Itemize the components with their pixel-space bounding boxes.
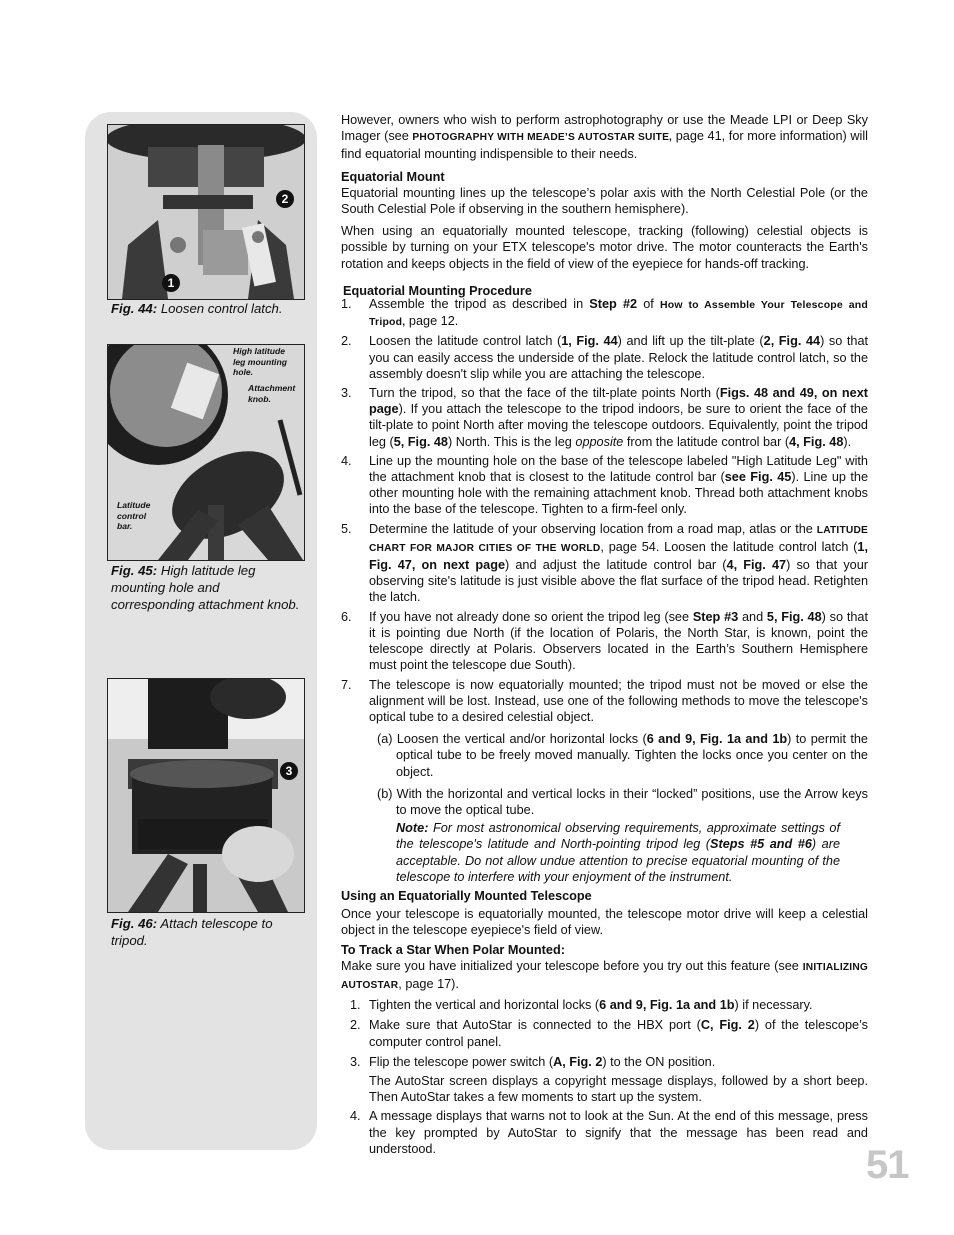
procedure-note: Note: For most astronomical observing requirements, approximate settings of the telescope's latitude and North-pointing tripod leg (Steps #5 and #6) are acceptable. Do not allow undue attention to precise equatorial mounting of the telescope to interfere with your enjoyment of the instrument.: [396, 821, 841, 884]
figure-45-label: Fig. 45:: [111, 563, 158, 578]
track-intro: Make sure you have initialized your telescope before you try out this feature (see INITIALIZING AUTOSTAR, page 17).: [341, 958, 868, 991]
using-paragraph: Once your telescope is equatorially mounted, the telescope motor drive will keep a celestial object in the telescope eyepiece's field of view.: [341, 907, 868, 938]
figure-44-text: Loosen control latch.: [160, 301, 283, 316]
track-step-3: 3. Flip the telescope power switch (A, Fig. 2) to the ON position.: [350, 1054, 716, 1069]
procedure-step-5: 5. Determine the latitude of your observing location from a road map, atlas or the LATITUDE CHART FOR MAJOR CITIES OF THE WORLD, page 54. Loosen the latitude control latch (1, Fig. 47, on next page) and adjust the latitude control bar (4, Fig. 47) so that your observing site's latitude is just visible above the flat surface of the tripod head. Retighten the latch.: [341, 521, 869, 605]
equatorial-mount-heading: Equatorial Mount: [341, 169, 445, 184]
procedure-step-7a: (a) Loosen the vertical and/or horizontal locks (6 and 9, Fig. 1a and 1b) to permit the optical tube to be freely moved manually. Tighten the locks once you center on the object.: [377, 732, 868, 779]
figure-44-photo: [107, 124, 305, 300]
track-step-1: 1. Tighten the vertical and horizontal locks (6 and 9, Fig. 1a and 1b) if necessary.: [350, 998, 813, 1013]
page-number: 51: [866, 1143, 909, 1187]
figure-44-caption: [111, 300, 301, 317]
figure-45-caption: [111, 562, 301, 613]
equatorial-mount-paragraph-2: When using an equatorially mounted telescope, tracking (following) celestial objects is possible by turning on your ETX telescope's motor drive. The motor counteracts the Earth's rotation and keeps objects in the field of view of the eyepiece for hands-off tracking.: [341, 224, 868, 271]
using-heading: Using an Equatorially Mounted Telescope: [341, 888, 592, 903]
procedure-step-1: 1. Assemble the tripod as described in Step #2 of How to Assemble Your Telescope and Tripod, page 12.: [341, 297, 868, 329]
callout-marker-1: 1: [162, 274, 180, 292]
procedure-step-6: 6. If you have not already done so orient the tripod leg (see Step #3 and 5, Fig. 48) so that it is pointing due North (if the location of Polaris, the North Star, is known, point the telescope directly at Polaris. Observers located in the Earth’s Southern Hemisphere must point the telescope due South).: [341, 609, 868, 673]
callout-high-latitude-hole: High latitude leg mounting hole.: [233, 346, 287, 377]
procedure-steps: [341, 296, 868, 885]
figure-44-label: Fig. 44:: [111, 301, 158, 316]
procedure-heading: Equatorial Mounting Procedure: [343, 283, 532, 298]
procedure-step-3: 3. Turn the tripod, so that the face of the tilt-plate points North (Figs. 48 and 49, on next page). If you attach the telescope to the tripod indoors, be sure to orient the face of the tilt-plate to point North after moving the telescope outdoors. Equivalently, point the tripod leg (5, Fig. 48) North. This is the leg opposite from the latitude control bar (4, Fig. 48).: [341, 386, 869, 449]
main-text-column: [341, 112, 868, 1157]
procedure-step-2: 2. Loosen the latitude control latch (1, Fig. 44) and lift up the tilt-plate (2, Fig. 44) so that you can easily access the underside of the plate. Relock the latitude control latch, so the assembly doesn't slip while you are attaching the telescope.: [341, 334, 869, 381]
callout-marker-2: 2: [276, 190, 294, 208]
track-step-3-detail: The AutoStar screen displays a copyright message displays, followed by a short beep. Then AutoStar takes a few moments to start up the system.: [369, 1073, 868, 1105]
procedure-step-7: 7. The telescope is now equatorially mounted; the tripod must not be moved or else the alignment will be lost. Instead, use one of the following methods to move the telescope's optical tube to a desired celestial object.: [341, 677, 868, 724]
intro-paragraph: However, owners who wish to perform astrophotography or use the Meade LPI or Deep Sky Imager (see PHOTOGRAPHY WITH MEADE’S AUTOSTAR SUITE, page 41, for more information) will find equatorial mounting indispensible to their needs.: [341, 113, 868, 162]
figure-46-label: Fig. 46:: [111, 916, 158, 931]
procedure-step-7b: (b) With the horizontal and vertical locks in their “locked” positions, use the Arrow keys to move the optical tube.: [377, 786, 868, 817]
figure-46-caption: [111, 915, 301, 949]
figure-46-photo: [107, 678, 305, 913]
photography-reference: PHOTOGRAPHY WITH MEADE’S AUTOSTAR SUITE,: [412, 132, 673, 144]
track-heading: To Track a Star When Polar Mounted:: [341, 942, 565, 957]
equatorial-mount-paragraph-1: Equatorial mounting lines up the telescope’s polar axis with the North Celestial Pole (or the South Celestial Pole if observing in the southern hemisphere).: [341, 185, 868, 217]
callout-marker-3: 3: [280, 762, 298, 780]
initializing-reference: INITIALIZING AUTOSTAR: [341, 961, 868, 991]
callout-latitude-bar: Latitude control bar.: [117, 500, 151, 531]
callout-attachment-knob: Attachment knob.: [248, 383, 296, 404]
track-step-4: 4. A message displays that warns not to look at the Sun. At the end of this message, press the key prompted by AutoStar to signify that the message has been read and understood.: [350, 1109, 868, 1156]
track-step-2: 2. Make sure that AutoStar is connected to the HBX port (C, Fig. 2) of the telescope’s computer control panel.: [350, 1018, 869, 1049]
figure-46-text: Attach telescope to tripod.: [111, 916, 273, 948]
figure-45-text: High latitude leg mounting hole and corresponding attachment knob.: [111, 563, 300, 612]
procedure-step-4: 4. Line up the mounting hole on the base of the telescope labeled "High Latitude Leg" with the attachment knob that is closest to the latitude control bar (see Fig. 45). Line up the other mounting hole with the remaining attachment knob. Thread both attachment knobs into the base of the telescope. Tighten to a firm-feel only.: [341, 453, 869, 517]
